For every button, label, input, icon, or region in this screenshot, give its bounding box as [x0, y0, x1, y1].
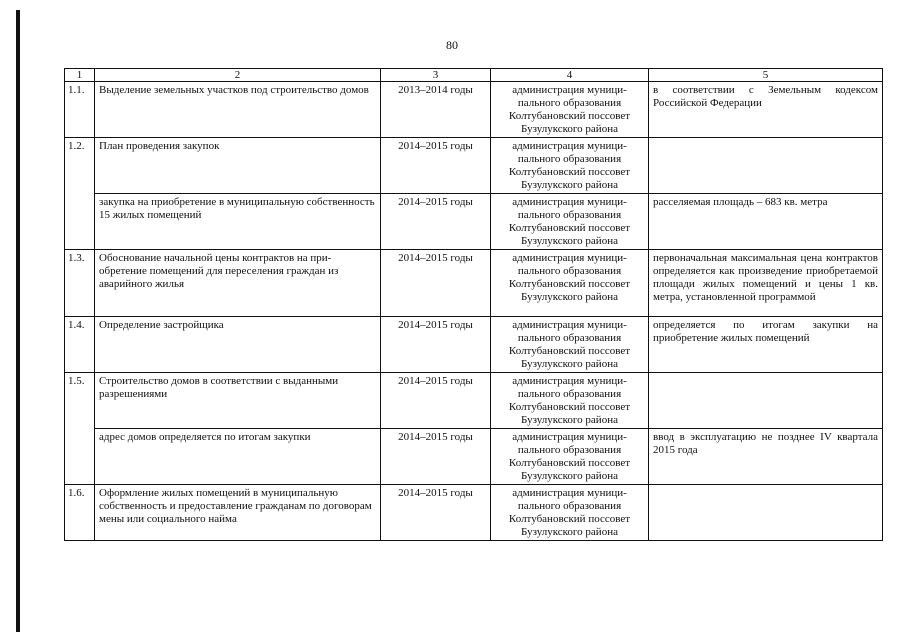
note-cell: ввод в эксплуатацию не позднее IV квартала 2015 года	[649, 429, 883, 485]
row-number: 1.4.	[65, 317, 95, 373]
responsible-cell: администрация муници-пального образования Колтубановский поссовет Бузулукского района	[491, 138, 649, 194]
row-number: 1.5.	[65, 373, 95, 485]
row-number: 1.3.	[65, 250, 95, 317]
note-cell	[649, 373, 883, 429]
period-cell: 2014–2015 годы	[381, 194, 491, 250]
responsible-cell: администрация муници-пального образования Колтубановский поссовет Бузулукского района	[491, 373, 649, 429]
period-cell: 2014–2015 годы	[381, 138, 491, 194]
table-row	[65, 373, 883, 429]
row-number: 1.2.	[65, 138, 95, 250]
responsible-cell: администрация муници-пального образования Колтубановский поссовет Бузулукского района	[491, 82, 649, 138]
task-cell: Определение застройщика	[95, 317, 381, 373]
header-cell: 4	[491, 69, 649, 82]
task-cell: адрес домов определяется по итогам закупки	[95, 429, 381, 485]
responsible-cell: администрация муници-пального образования Колтубановский поссовет Бузулукского района	[491, 194, 649, 250]
task-cell: Строительство домов в соответствии с выданными разрешениями	[95, 373, 381, 429]
note-cell	[649, 485, 883, 541]
table-row	[65, 82, 883, 138]
page-edge-bar	[16, 10, 20, 632]
task-cell: План проведения закупок	[95, 138, 381, 194]
note-cell: определяется по итогам закупки на приобретение жилых помещений	[649, 317, 883, 373]
responsible-cell: администрация муници-пального образования Колтубановский поссовет Бузулукского района	[491, 429, 649, 485]
period-cell: 2014–2015 годы	[381, 429, 491, 485]
row-number: 1.6.	[65, 485, 95, 541]
table-row	[65, 250, 883, 317]
header-row	[65, 69, 883, 82]
task-cell: Обоснование начальной цены контрактов на при-обретение помещений для переселения граждан из аварийного жилья	[95, 250, 381, 317]
note-cell: первоначальная максимальная цена контрактов определяется как произведение приобретаемой площади жилых помещений и цены 1 кв. метра, установленной программой	[649, 250, 883, 317]
table-row	[65, 429, 883, 485]
table-row	[65, 138, 883, 194]
header-cell: 2	[95, 69, 381, 82]
task-cell: закупка на приобретение в муниципальную собственность 15 жилых помещений	[95, 194, 381, 250]
page-number: 80	[446, 38, 458, 52]
task-cell: Выделение земельных участков под строительство домов	[95, 82, 381, 138]
responsible-cell: администрация муници-пального образования Колтубановский поссовет Бузулукского района	[491, 250, 649, 317]
responsible-cell: администрация муници-пального образования Колтубановский поссовет Бузулукского района	[491, 317, 649, 373]
task-cell: Оформление жилых помещений в муниципальную собственность и предоставление гражданам по договорам мены или социального найма	[95, 485, 381, 541]
note-cell	[649, 138, 883, 194]
note-cell: в соответствии с Земельным кодексом Российской Федерации	[649, 82, 883, 138]
table-row	[65, 485, 883, 541]
period-cell: 2014–2015 годы	[381, 250, 491, 317]
period-cell: 2014–2015 годы	[381, 485, 491, 541]
table-row	[65, 317, 883, 373]
measures-table	[64, 68, 883, 541]
responsible-cell: администрация муници-пального образования Колтубановский поссовет Бузулукского района	[491, 485, 649, 541]
header-cell: 5	[649, 69, 883, 82]
header-cell: 3	[381, 69, 491, 82]
header-cell: 1	[65, 69, 95, 82]
period-cell: 2014–2015 годы	[381, 317, 491, 373]
note-cell: расселяемая площадь – 683 кв. метра	[649, 194, 883, 250]
period-cell: 2014–2015 годы	[381, 373, 491, 429]
row-number: 1.1.	[65, 82, 95, 138]
period-cell: 2013–2014 годы	[381, 82, 491, 138]
table-row	[65, 194, 883, 250]
